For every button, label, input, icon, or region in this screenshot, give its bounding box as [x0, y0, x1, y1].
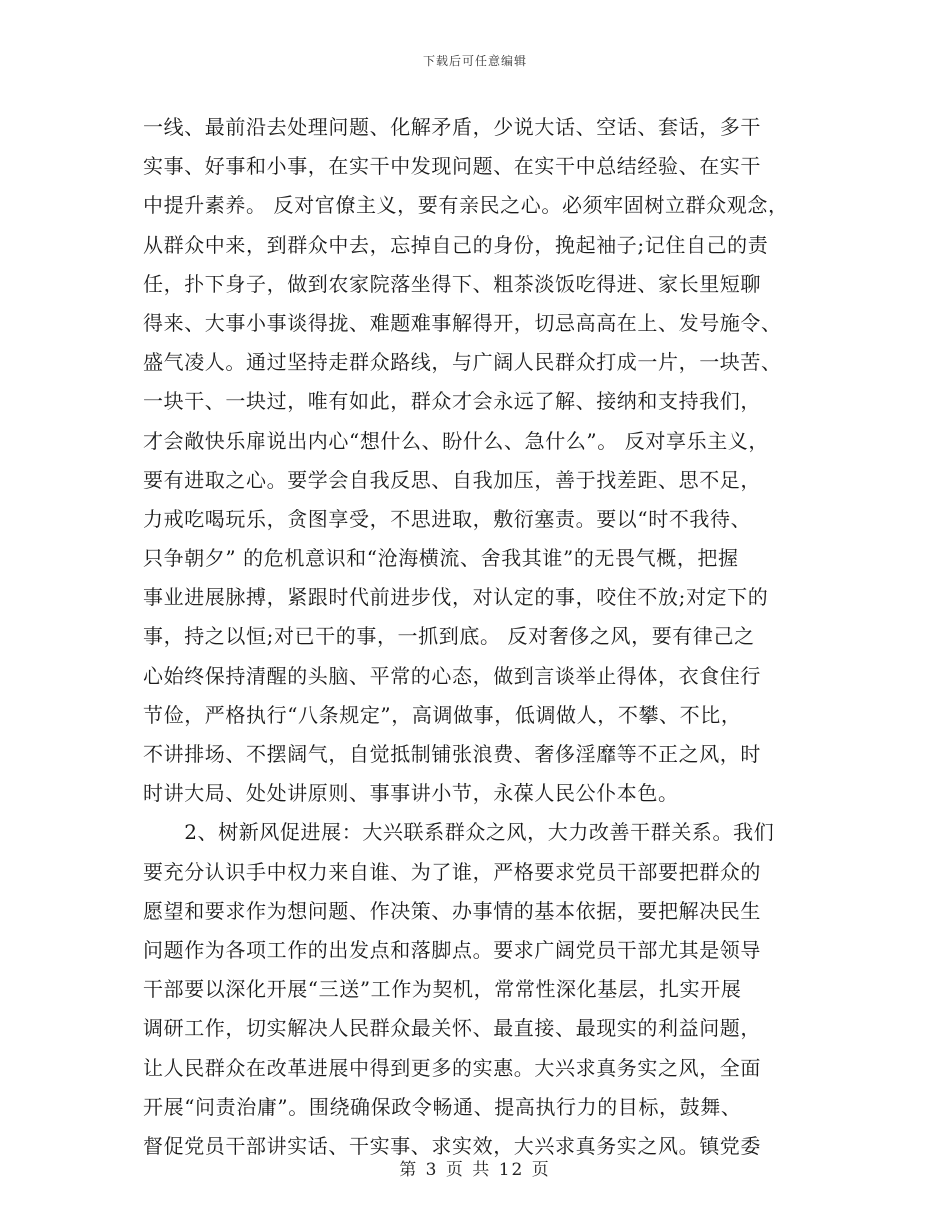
text-line: 愿望和要求作为想问题、作决策、办事情的基本依据，要把解决民生: [143, 898, 761, 923]
text-line: 实事、好事和小事，在实干中发现问题、在实干中总结经验、在实干: [143, 154, 761, 179]
page-number: 第 3 页 共 12 页: [399, 1160, 551, 1180]
text-line: 要充分认识手中权力来自谁、为了谁，严格要求党员干部要把群众的: [143, 859, 761, 884]
text-line: 干部要以深化开展“三送”工作为契机，常常性深化基层，扎实开展: [143, 977, 742, 1002]
text-line: 从群众中来，到群众中去，忘掉自己的身份，挽起袖子;记住自己的责: [143, 232, 769, 257]
text-line: 一线、最前沿去处理问题、化解矛盾，少说大话、空话、套话，多干: [143, 115, 761, 139]
text-line: 得来、大事小事谈得拢、难题难事解得开，切忌高高在上、发号施令、: [143, 310, 782, 335]
text-line: 中提升素养。 反对官僚主义，要有亲民之心。必须牢固树立群众观念，: [143, 193, 789, 218]
text-line: 事业进展脉搏，紧跟时代前进步伐，对认定的事，咬住不放;对定下的: [143, 585, 769, 610]
text-line: 心始终保持清醒的头脑、平常的心态，做到言谈举止得体，衣食住行: [143, 663, 761, 688]
text-line: 任，扑下身子，做到农家院落坐得下、粗茶淡饭吃得进、家长里短聊: [143, 271, 761, 296]
text-line: 事，持之以恒;对已干的事，一抓到底。 反对奢侈之风，要有律己之: [143, 624, 755, 649]
text-line: 盛气凌人。通过坚持走群众路线，与广阔人民群众打成一片，一块苦、: [143, 350, 782, 375]
text-line: 力戒吃喝玩乐，贪图享受，不思进取，敷衍塞责。要以“时不我待、: [143, 506, 752, 531]
text-line: 问题作为各项工作的出发点和落脚点。要求广阔党员干部尤其是领导: [143, 937, 761, 962]
text-line: 只争朝夕” 的危机意识和“沧海横流、舍我其谁”的无畏气概，把握: [143, 546, 739, 571]
text-line: 2、树新风促进展：大兴联系群众之风，大力改善干群关系。我们: [143, 820, 775, 845]
text-line: 要有进取之心。要学会自我反思、自我加压，善于找差距、思不足，: [143, 467, 761, 492]
document-body: [143, 108, 823, 1166]
text-line: 不讲排场、不摆阔气，自觉抵制铺张浪费、奢侈淫靡等不正之风，时: [143, 742, 761, 766]
text-line: 调研工作，切实解决人民群众最关怀、最直接、最现实的利益问题，: [143, 1016, 761, 1041]
text-line: 开展“问责治庸”。围绕确保政令畅通、提高执行力的目标，鼓舞、: [143, 1094, 742, 1119]
text-line: 让人民群众在改革进展中得到更多的实惠。大兴求真务实之风，全面: [143, 1055, 761, 1080]
page-header-note: 下载后可任意编辑: [422, 54, 527, 68]
text-line: 才会敞快乐扉说出内心“想什么、盼什么、急什么”。 反对享乐主义，: [143, 428, 770, 453]
text-line: 时讲大局、处处讲原则、事事讲小节，永葆人民公仆本色。: [143, 781, 679, 806]
text-line: 督促党员干部讲实话、干实事、求实效，大兴求真务实之风。镇党委: [143, 1133, 761, 1158]
text-line: 节俭，严格执行“八条规定”，高调做事，低调做人，不攀、不比，: [143, 702, 742, 727]
text-line: 一块干、一块过，唯有如此，群众才会永远了解、接纳和支持我们，: [143, 389, 761, 414]
